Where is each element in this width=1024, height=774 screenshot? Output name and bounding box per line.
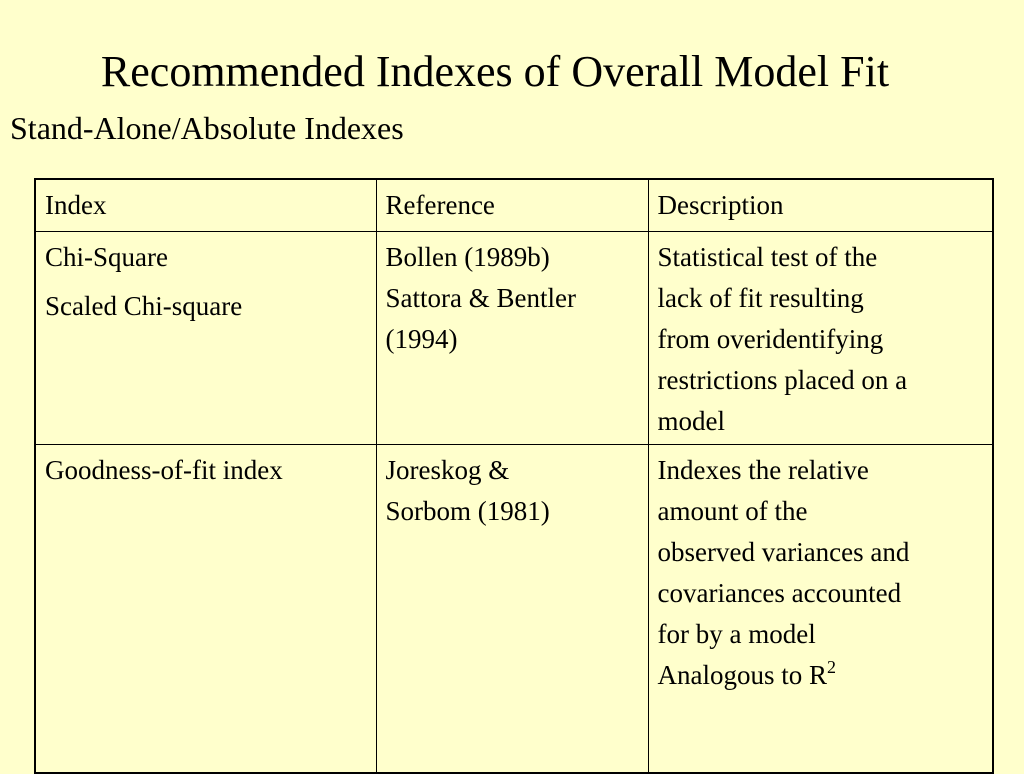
description-line: lack of fit resulting bbox=[657, 283, 864, 313]
reference-cell bbox=[376, 445, 648, 774]
header-description: Description bbox=[648, 179, 993, 232]
table-header-row bbox=[35, 179, 993, 232]
index-name: Goodness-of-fit index bbox=[45, 455, 283, 485]
description-line: restrictions placed on a bbox=[657, 365, 908, 395]
description-line: for by a model bbox=[657, 619, 816, 649]
description-line: observed variances and bbox=[657, 537, 910, 567]
description-line-analogous bbox=[658, 655, 985, 696]
reference-line: Bollen (1989b) bbox=[385, 242, 550, 272]
index-name: Chi-Square bbox=[45, 242, 168, 272]
table-row bbox=[35, 445, 993, 774]
reference-line: Joreskog & bbox=[385, 455, 510, 485]
description-line: from overidentifying bbox=[657, 324, 884, 354]
analogous-text: Analogous to R bbox=[657, 660, 828, 690]
index-cell bbox=[35, 232, 376, 445]
reference-line: Sattora & Bentler bbox=[385, 283, 576, 313]
header-reference: Reference bbox=[376, 179, 648, 232]
description-line: model bbox=[657, 406, 725, 436]
reference-line: (1994) bbox=[385, 324, 458, 354]
description-cell bbox=[648, 232, 993, 445]
fit-index-table bbox=[34, 178, 994, 774]
header-index: Index bbox=[35, 179, 376, 232]
table-row bbox=[35, 232, 993, 445]
description-line: Statistical test of the bbox=[657, 242, 878, 272]
index-name: Scaled Chi-square bbox=[45, 291, 243, 321]
description-line: covariances accounted bbox=[657, 578, 902, 608]
superscript-two: 2 bbox=[827, 657, 837, 677]
description-line: Indexes the relative bbox=[657, 455, 869, 485]
slide-title: Recommended Indexes of Overall Model Fit bbox=[100, 47, 890, 96]
description-cell bbox=[648, 445, 993, 774]
reference-cell bbox=[376, 232, 648, 445]
index-cell bbox=[35, 445, 376, 774]
description-line: amount of the bbox=[657, 496, 808, 526]
reference-line: Sorbom (1981) bbox=[385, 496, 550, 526]
slide-subtitle: Stand-Alone/Absolute Indexes bbox=[10, 110, 404, 146]
